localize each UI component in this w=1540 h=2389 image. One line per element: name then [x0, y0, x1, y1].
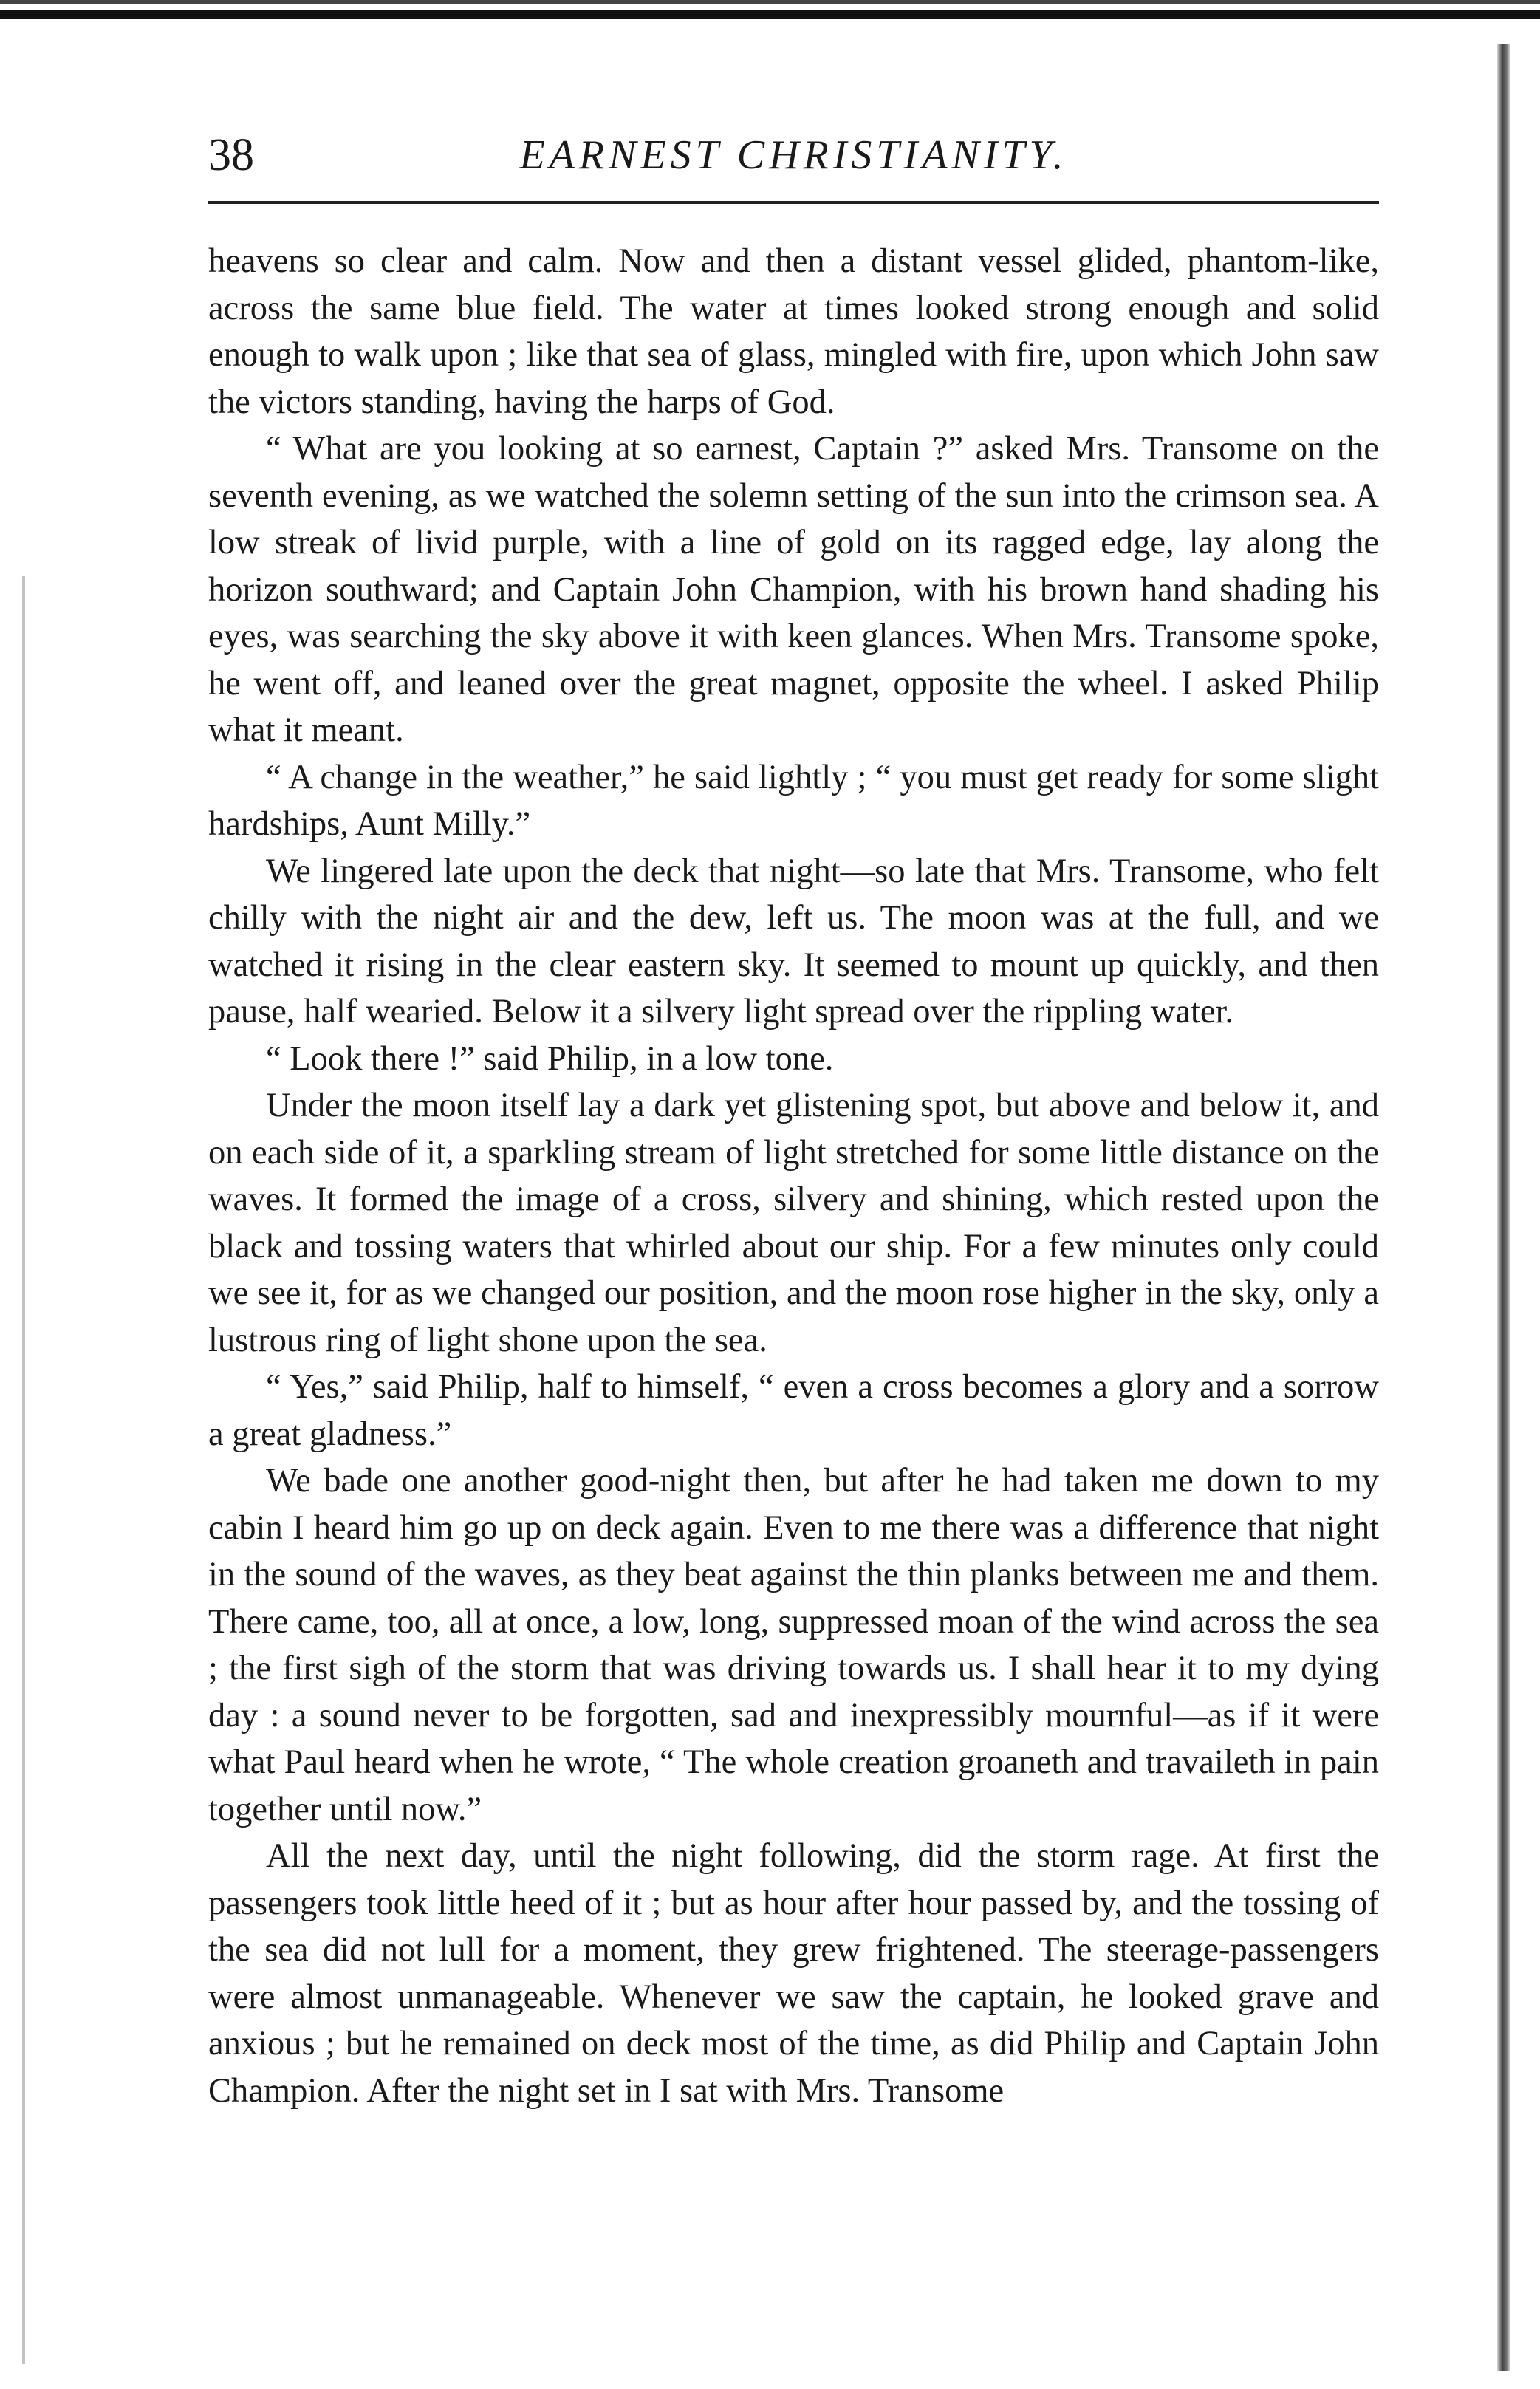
- paragraph: heavens so clear and calm. Now and then a distant vessel glided, phantom-like, across the same blue field. The water at times looked strong enough and solid enough to walk upon ; like that sea of glass, mingled with fire, upon which John saw the victors standing, having the harps of God.: [208, 242, 1379, 421]
- left-page-edge: [22, 576, 25, 2364]
- paragraph: “ Look there !” said Philip, in a low tone.: [266, 1039, 834, 1078]
- running-title: EARNEST CHRISTIANITY.: [519, 132, 1068, 178]
- paragraph: Under the moon itself lay a dark yet glistening spot, but above and below it, and on each side of it, a sparkling stream of light stretched for some little distance on the waves. It formed the image of a cross, silvery and shining, which rested upon the black and tossing waters that whirled about our ship. For a few minutes only could we see it, for as we changed our position, and the moon rose higher in the sky, only a lustrous ring of light shone upon the sea.: [208, 1087, 1379, 1359]
- paragraph: “ A change in the weather,” he said lightly ; “ you must get ready for some slight hardships, Aunt Milly.”: [208, 758, 1379, 843]
- page-body: [208, 238, 1379, 2114]
- header-rule: [208, 201, 1379, 204]
- right-page-edge: [1497, 44, 1510, 2371]
- top-edge-shadow: [0, 0, 1540, 4]
- paragraph: We lingered late upon the deck that night—so late that Mrs. Transome, who felt chilly with the night air and the dew, left us. The moon was at the full, and we watched it rising in the clear eastern sky. It seemed to mount up quickly, and then pause, half wearied. Below it a silvery light spread over the rippling water.: [208, 852, 1379, 1031]
- page-number: 38: [208, 130, 254, 180]
- paragraph: “ What are you looking at so earnest, Captain ?” asked Mrs. Transome on the seventh evening, as we watched the solemn setting of the sun into the crimson sea. A low streak of livid purple, with a line of gold on its ragged edge, lay along the horizon southward; and Captain John Champion, with his brown hand shading his eyes, was searching the sky above it with keen glances. When Mrs. Transome spoke, he went off, and leaned over the great magnet, opposite the wheel. I asked Philip what it meant.: [208, 430, 1379, 749]
- paragraph: We bade one another good-night then, but after he had taken me down to my cabin I heard him go up on deck again. Even to me there was a difference that night in the sound of the waves, as they beat against the thin planks between me and them. There came, too, all at once, a low, long, suppressed moan of the wind across the sea ; the first sigh of the storm that was driving towards us. I shall hear it to my dying day : a sound never to be forgotten, sad and inexpressibly mournful—as if it were what Paul heard when he wrote, “ The whole creation groaneth and travaileth in pain together until now.”: [208, 1462, 1379, 1828]
- paragraph: All the next day, until the night following, did the storm rage. At first the passengers took little heed of it ; but as hour after hour passed by, and the tossing of the sea did not lull for a moment, they grew frightened. The steerage-passengers were almost unmanageable. Whenever we saw the captain, he looked grave and anxious ; but he remained on deck most of the time, as did Philip and Captain John Champion. After the night set in I sat with Mrs. Transome: [208, 1837, 1379, 2110]
- top-edge-rule: [0, 10, 1540, 19]
- page-header: [208, 126, 1379, 192]
- paragraph: “ Yes,” said Philip, half to himself, “ even a cross becomes a glory and a sorrow a great gladness.”: [208, 1368, 1379, 1453]
